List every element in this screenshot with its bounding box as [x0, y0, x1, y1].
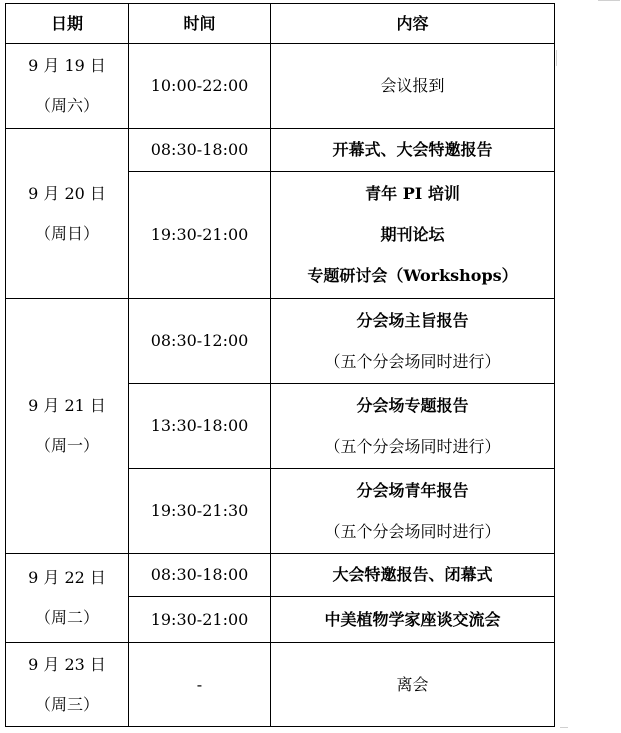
content-cell: [271, 172, 555, 299]
content-cell: [271, 554, 555, 597]
time-cell: 13:30-18:00: [129, 384, 271, 469]
content-line: （五个分会场同时进行）: [324, 521, 501, 541]
table-row: [6, 554, 555, 597]
time-cell: 10:00-22:00: [129, 44, 271, 129]
weekday-text: （周三）: [34, 694, 99, 714]
content-line: 开幕式、大会特邀报告: [332, 140, 493, 159]
content-line: （五个分会场同时进行）: [324, 436, 501, 456]
weekday-text: （周二）: [34, 608, 99, 627]
date-cell: [6, 643, 129, 727]
date-text: 9 月 23 日: [28, 654, 106, 674]
header-date: 日期: [6, 4, 129, 44]
date-text: 9 月 19 日: [28, 56, 106, 75]
schedule-table: [5, 3, 555, 727]
header-content: 内容: [271, 4, 555, 44]
table-row: [6, 44, 555, 129]
content-line: 期刊论坛: [380, 225, 445, 244]
date-cell: [6, 554, 129, 643]
content-cell: [271, 384, 555, 469]
date-cell: [6, 299, 129, 554]
date-text: 9 月 21 日: [28, 396, 106, 415]
content-cell: [271, 597, 555, 643]
table-row: [6, 299, 555, 384]
header-time: 时间: [129, 4, 271, 44]
header-row: [6, 4, 555, 44]
content-line: 离会: [396, 674, 429, 694]
content-line: 专题研讨会（Workshops）: [307, 266, 518, 285]
page-edge-mark: [560, 727, 568, 728]
date-cell: [6, 44, 129, 129]
table-row: [6, 643, 555, 727]
content-cell: [271, 129, 555, 172]
content-line: 中美植物学家座谈交流会: [324, 609, 501, 629]
table-row: [6, 129, 555, 172]
content-line: （五个分会场同时进行）: [324, 351, 501, 371]
date-text: 9 月 22 日: [28, 568, 106, 587]
content-cell: [271, 643, 555, 727]
time-cell: 08:30-18:00: [129, 129, 271, 172]
weekday-text: （周日）: [34, 223, 99, 243]
content-line: 青年 PI 培训: [365, 184, 460, 203]
time-cell: -: [129, 643, 271, 727]
content-line: 分会场青年报告: [356, 480, 469, 500]
weekday-text: （周一）: [34, 436, 99, 455]
content-line: 大会特邀报告、闭幕式: [332, 565, 493, 584]
time-cell: 19:30-21:00: [129, 597, 271, 643]
content-cell: [271, 469, 555, 554]
weekday-text: （周六）: [34, 96, 99, 115]
date-cell: [6, 129, 129, 299]
content-cell: [271, 299, 555, 384]
content-line: 会议报到: [380, 76, 445, 95]
content-line: 分会场专题报告: [356, 395, 469, 415]
page-edge-mark: [556, 50, 557, 66]
content-line: 分会场主旨报告: [356, 310, 469, 330]
date-text: 9 月 20 日: [28, 183, 106, 203]
time-cell: 19:30-21:30: [129, 469, 271, 554]
time-cell: 19:30-21:00: [129, 172, 271, 299]
time-cell: 08:30-12:00: [129, 299, 271, 384]
time-cell: 08:30-18:00: [129, 554, 271, 597]
content-cell: [271, 44, 555, 129]
page-edge-mark: [598, 0, 620, 1]
